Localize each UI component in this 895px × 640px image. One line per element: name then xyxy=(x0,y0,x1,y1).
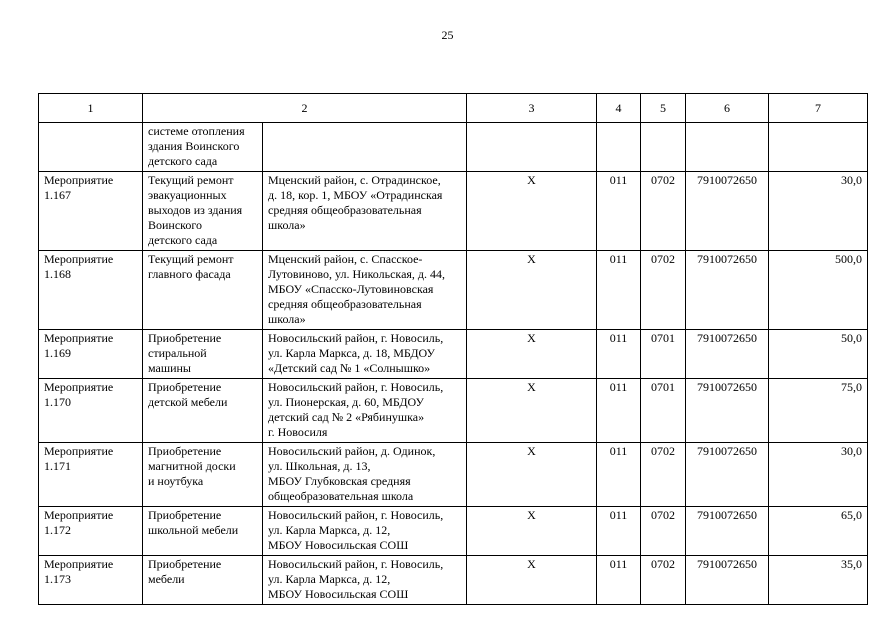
cell-col5-text: 0702 xyxy=(651,508,675,522)
cell-col5 xyxy=(641,251,686,330)
header-col-5: 5 xyxy=(641,94,686,123)
cell-amount-text: 35,0 xyxy=(841,557,862,571)
cell-col3-text: X xyxy=(527,508,536,522)
cell-measure-name xyxy=(143,251,263,330)
cell-col6-text: 7910072650 xyxy=(697,252,757,266)
cell-amount xyxy=(769,330,868,379)
cell-col6-text: 7910072650 xyxy=(697,557,757,571)
cell-col3-text: X xyxy=(527,331,536,345)
cell-col6 xyxy=(686,330,769,379)
cell-measure-name xyxy=(143,123,263,172)
cell-address-text: Мценский район, с. Отрадинское, д. 18, кор. 1, МБОУ «Отрадинская средняя общеобразовательная школа» xyxy=(268,173,443,232)
table-row xyxy=(39,123,868,172)
cell-address-text: Новосильский район, г. Новосиль, ул. Карла Маркса, д. 12, МБОУ Новосильская СОШ xyxy=(268,557,444,601)
cell-col6-text: 7910072650 xyxy=(697,444,757,458)
cell-col6 xyxy=(686,251,769,330)
cell-measure-name-text: системе отопления здания Воинского детского сада xyxy=(148,124,245,168)
cell-amount xyxy=(769,379,868,443)
header-col-7: 7 xyxy=(769,94,868,123)
cell-col6-text: 7910072650 xyxy=(697,173,757,187)
cell-address-text: Мценский район, с. Спасское- Лутовиново, ул. Никольская, д. 44, МБОУ «Спасско-Лутовиновская средняя общеобразовательная школа» xyxy=(268,252,446,326)
cell-col6 xyxy=(686,507,769,556)
cell-col3 xyxy=(467,507,597,556)
cell-measure-name-text: Текущий ремонт эвакуационных выходов из здания Воинского детского сада xyxy=(148,173,243,247)
cell-address-text: Новосильский район, г. Новосиль, ул. Карла Маркса, д. 18, МБДОУ «Детский сад № 1 «Солнышко» xyxy=(268,331,444,375)
cell-col3-text: X xyxy=(527,173,536,187)
cell-measure-name-text: Приобретение детской мебели xyxy=(148,380,228,409)
cell-col6 xyxy=(686,123,769,172)
cell-amount-text: 50,0 xyxy=(841,331,862,345)
measures-table xyxy=(38,93,868,605)
table-row xyxy=(39,172,868,251)
cell-col5 xyxy=(641,556,686,605)
cell-event-text: Мероприятие 1.169 xyxy=(44,331,114,360)
cell-event xyxy=(39,172,143,251)
cell-col5-text: 0702 xyxy=(651,557,675,571)
cell-event xyxy=(39,507,143,556)
cell-event xyxy=(39,330,143,379)
cell-measure-name xyxy=(143,172,263,251)
cell-col6 xyxy=(686,379,769,443)
cell-col3 xyxy=(467,330,597,379)
cell-col6 xyxy=(686,443,769,507)
cell-col4 xyxy=(597,251,641,330)
table-row xyxy=(39,443,868,507)
cell-col4 xyxy=(597,556,641,605)
header-col-1: 1 xyxy=(39,94,143,123)
cell-event xyxy=(39,443,143,507)
cell-col5 xyxy=(641,507,686,556)
cell-measure-name xyxy=(143,379,263,443)
cell-event-text: Мероприятие 1.173 xyxy=(44,557,114,586)
cell-col5 xyxy=(641,379,686,443)
cell-amount xyxy=(769,507,868,556)
table-row xyxy=(39,507,868,556)
cell-col3-text: X xyxy=(527,444,536,458)
cell-event-text: Мероприятие 1.172 xyxy=(44,508,114,537)
cell-address-text: Новосильский район, г. Новосиль, ул. Пионерская, д. 60, МБДОУ детский сад № 2 «Рябинушка» г. Новосиля xyxy=(268,380,444,439)
cell-amount xyxy=(769,556,868,605)
cell-col4 xyxy=(597,443,641,507)
cell-amount xyxy=(769,123,868,172)
cell-measure-name xyxy=(143,556,263,605)
table-row xyxy=(39,251,868,330)
cell-amount-text: 30,0 xyxy=(841,444,862,458)
cell-event-text: Мероприятие 1.167 xyxy=(44,173,114,202)
cell-address xyxy=(263,251,467,330)
cell-col4-text: 011 xyxy=(609,508,628,522)
header-col-4: 4 xyxy=(597,94,641,123)
cell-col4-text: 011 xyxy=(609,331,628,345)
cell-amount xyxy=(769,172,868,251)
cell-event xyxy=(39,556,143,605)
cell-col6 xyxy=(686,172,769,251)
cell-amount-text: 500,0 xyxy=(835,252,862,266)
cell-col6-text: 7910072650 xyxy=(697,380,757,394)
cell-event-text: Мероприятие 1.168 xyxy=(44,252,114,281)
cell-amount-text: 30,0 xyxy=(841,173,862,187)
cell-col6-text: 7910072650 xyxy=(697,331,757,345)
cell-col5 xyxy=(641,172,686,251)
cell-measure-name-text: Приобретение стиральной машины xyxy=(148,331,222,375)
cell-event-text: Мероприятие 1.171 xyxy=(44,444,114,473)
cell-amount-text: 75,0 xyxy=(841,380,862,394)
cell-measure-name xyxy=(143,330,263,379)
cell-measure-name-text: Приобретение мебели xyxy=(148,557,222,586)
cell-col5 xyxy=(641,443,686,507)
cell-col4 xyxy=(597,330,641,379)
cell-amount xyxy=(769,443,868,507)
table-row xyxy=(39,379,868,443)
cell-col4-text: 011 xyxy=(609,444,628,458)
cell-measure-name xyxy=(143,443,263,507)
header-col-3: 3 xyxy=(467,94,597,123)
cell-address-text: Новосильский район, д. Одинок, ул. Школьная, д. 13, МБОУ Глубковская средняя общеобразовательная школа xyxy=(268,444,436,503)
cell-col5 xyxy=(641,123,686,172)
cell-col5-text: 0701 xyxy=(651,380,675,394)
cell-measure-name-text: Текущий ремонт главного фасада xyxy=(148,252,234,281)
cell-address-text: Новосильский район, г. Новосиль, ул. Карла Маркса, д. 12, МБОУ Новосильская СОШ xyxy=(268,508,444,552)
cell-col5-text: 0702 xyxy=(651,252,675,266)
cell-col4-text: 011 xyxy=(609,252,628,266)
cell-col3 xyxy=(467,172,597,251)
cell-col4-text: 011 xyxy=(609,173,628,187)
cell-col3 xyxy=(467,443,597,507)
cell-col5-text: 0702 xyxy=(651,444,675,458)
cell-address xyxy=(263,556,467,605)
cell-col5-text: 0702 xyxy=(651,173,675,187)
cell-address xyxy=(263,443,467,507)
cell-event xyxy=(39,379,143,443)
cell-col3 xyxy=(467,556,597,605)
cell-col5 xyxy=(641,330,686,379)
cell-measure-name xyxy=(143,507,263,556)
cell-measure-name-text: Приобретение школьной мебели xyxy=(148,508,239,537)
cell-col3-text: X xyxy=(527,252,536,266)
cell-col4-text: 011 xyxy=(609,380,628,394)
cell-address xyxy=(263,172,467,251)
cell-amount xyxy=(769,251,868,330)
cell-col4-text: 011 xyxy=(609,557,628,571)
cell-address xyxy=(263,330,467,379)
page-number: 25 xyxy=(441,28,454,42)
cell-amount-text: 65,0 xyxy=(841,508,862,522)
cell-col3-text: X xyxy=(527,557,536,571)
header-row xyxy=(39,94,868,123)
cell-col3-text: X xyxy=(527,380,536,394)
cell-address xyxy=(263,507,467,556)
cell-address xyxy=(263,123,467,172)
cell-col4 xyxy=(597,379,641,443)
cell-col4 xyxy=(597,172,641,251)
cell-event xyxy=(39,251,143,330)
cell-col4 xyxy=(597,123,641,172)
header-col-6: 6 xyxy=(686,94,769,123)
cell-measure-name-text: Приобретение магнитной доски и ноутбука xyxy=(148,444,236,488)
cell-col6-text: 7910072650 xyxy=(697,508,757,522)
cell-address xyxy=(263,379,467,443)
cell-col3 xyxy=(467,251,597,330)
cell-event-text: Мероприятие 1.170 xyxy=(44,380,114,409)
cell-col4 xyxy=(597,507,641,556)
table-row xyxy=(39,330,868,379)
header-col-2: 2 xyxy=(143,94,467,123)
cell-col5-text: 0701 xyxy=(651,331,675,345)
cell-col3 xyxy=(467,379,597,443)
cell-col6 xyxy=(686,556,769,605)
cell-event xyxy=(39,123,143,172)
cell-col3 xyxy=(467,123,597,172)
table-row xyxy=(39,556,868,605)
